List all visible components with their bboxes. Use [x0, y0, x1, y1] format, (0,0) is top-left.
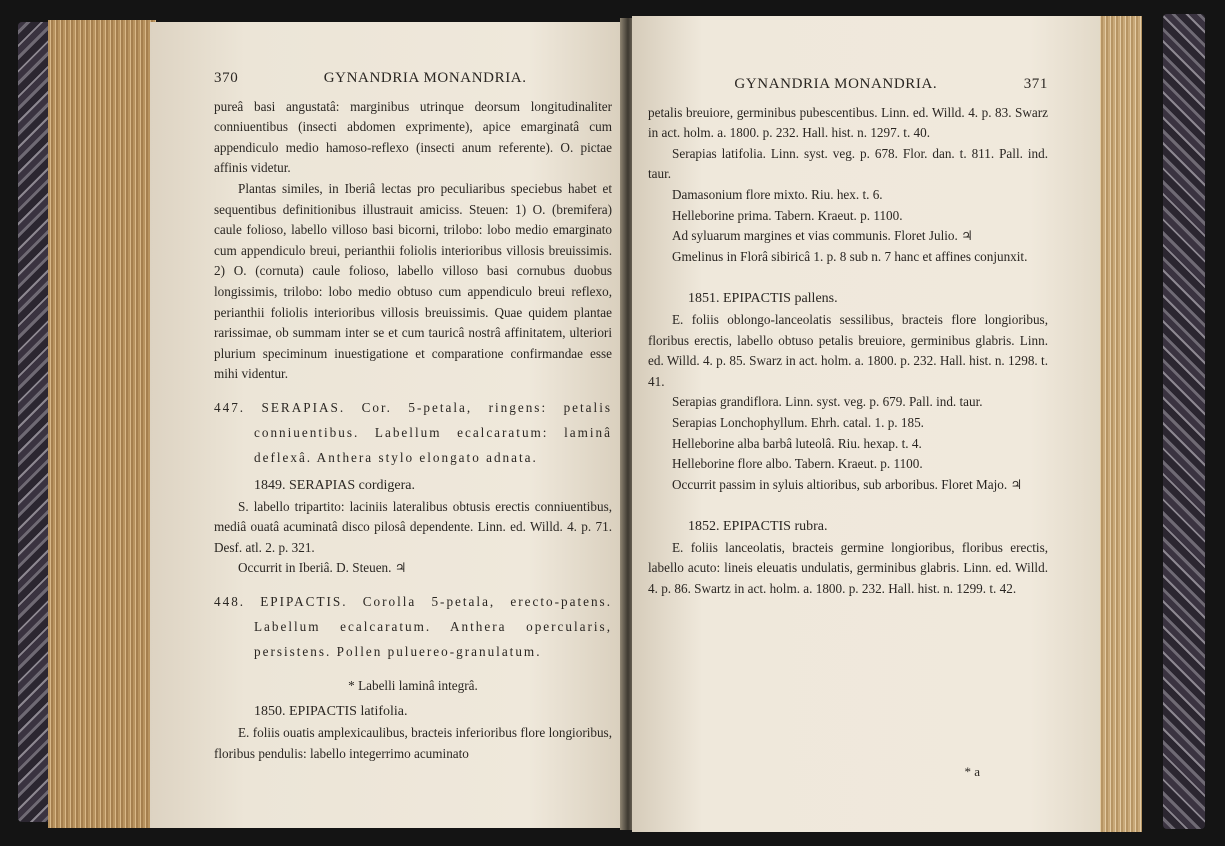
page-edges-right: [1098, 16, 1142, 832]
occurrence-1: Ad syluarum margines et vias communis. Floret Julio. ♃: [672, 228, 973, 244]
synonym-6: Helleborine alba barbâ luteolâ. Riu. hexap. t. 4.: [672, 435, 922, 451]
genus-447-serapias: 447. SERAPIAS. Cor. 5-petala, ringens: petalis conniuentibus. Labellum ecalcaratum: laminâ deflexâ. Anthera stylo elongato adnata.: [214, 399, 612, 465]
species-1850-description: E. foliis ouatis amplexicaulibus, bracteis inferioribus flore longioribus, floribus pendulis: labello integerrimo acuminato: [214, 725, 612, 761]
right-running-head: [648, 74, 1048, 95]
right-paragraph-1: petalis breuiore, germinibus pubescentibus. Linn. ed. Willd. 4. p. 83. Swarz in act. holm. a. 1800. p. 232. Hall. hist. n. 1297. t. 40.: [648, 104, 1048, 141]
synonym-2: Damasonium flore mixto. Riu. hex. t. 6.: [672, 186, 883, 202]
right-page: [632, 16, 1100, 832]
left-running-title: GYNANDRIA MONANDRIA.: [323, 70, 527, 86]
left-running-head: [214, 68, 612, 89]
species-1852-description: E. foliis lanceolatis, bracteis germine longioribus, floribus erectis, labello acuto: lineis eleuatis undulatis, germinibus glabris. Linn. ed. Willd. 4. p. 86. Swartz in act. holm. a. 1800. p. 232. Hall. hist. n. 1299. t. 42.: [648, 539, 1048, 597]
occurrence-2: Gmelinus in Florâ sibiricâ 1. p. 8 sub n. 7 hanc et affines conjunxit.: [672, 248, 1028, 264]
species-1852-heading: 1852. EPIPACTIS rubra.: [688, 519, 828, 535]
page-edges-left: [48, 20, 156, 828]
synonym-3: Helleborine prima. Tabern. Kraeut. p. 1100.: [672, 207, 903, 223]
synonym-1: Serapias latifolia. Linn. syst. veg. p. 678. Flor. dan. t. 811. Pall. ind. taur.: [648, 145, 1048, 182]
species-1849-occurrence: Occurrit in Iberiâ. D. Steuen. ♃: [238, 560, 407, 576]
species-1850-heading: 1850. EPIPACTIS latifolia.: [254, 704, 408, 720]
species-1849-heading: 1849. SERAPIAS cordigera.: [254, 477, 415, 493]
right-running-title: GYNANDRIA MONANDRIA.: [734, 76, 938, 92]
genus-448-epipactis: 448. EPIPACTIS. Corolla 5-petala, erecto-patens. Labellum ecalcaratum. Anthera opercularis, persistens. Pollen puluereo-granulatum.: [214, 593, 612, 659]
signature-mark: * a: [964, 764, 980, 779]
synonym-5: Serapias Lonchophyllum. Ehrh. catal. 1. p. 185.: [672, 414, 924, 430]
left-paragraph-2: Plantas similes, in Iberiâ lectas pro peculiaribus speciebus habet et sequentibus definitionibus illustrauit amiciss. Steuen: 1) O. (bremifera) caule folioso, labello villoso basi bicorni, trilobo: lobo medio emarginato cum appendiculo breui, perianthii foliolis interioribus villosis breuissimis. 2) O. (cornuta) caule folioso, labello villoso basi cornubus duobus longissimis, trilobo: lobo medio obtuso cum appendiculo breui reflexo, perianthii foliolis interioribus villosis breuissimis. Quae quidem plantae rarissimae, ob summam inter se et cum tauricâ nostrâ affinitatem, ulteriori plurium speciminum inuestigatione et comparatione confirmandae esse mihi videntur.: [214, 180, 612, 382]
occurrence-3: Occurrit passim in syluis altioribus, sub arboribus. Floret Majo. ♃: [672, 476, 1023, 492]
synonym-7: Helleborine flore albo. Tabern. Kraeut. p. 1100.: [672, 456, 923, 472]
synonym-4: Serapias grandiflora. Linn. syst. veg. p. 679. Pall. ind. taur.: [672, 394, 983, 410]
species-1849-description: S. labello tripartito: laciniis lateralibus obtusis erectis conniuentibus, mediâ ouatâ acuminatâ disco pilosâ dependente. Linn. ed. Willd. 4. p. 71. Desf. atl. 2. p. 321.: [214, 498, 612, 555]
left-paragraph-1: pureâ basi angustatâ: marginibus utrinque deorsum longitudinaliter conniuentibus (insecti abdomen exprimente), apice emarginatâ cum appendiculo medio hamoso-reflexo (insecti anum referente). O. pictae affinis videtur.: [214, 98, 612, 176]
species-1851-heading: 1851. EPIPACTIS pallens.: [688, 291, 838, 307]
section-note: * Labelli laminâ integrâ.: [348, 677, 478, 693]
left-page-number: 370: [214, 70, 239, 86]
marbled-board-right: [1163, 14, 1205, 829]
species-1851-description: E. foliis oblongo-lanceolatis sessilibus, bracteis flore longioribus, floribus erectis, labello obtuso petalis breuiore, germinibus glabris. Linn. ed. Willd. 4. p. 85. Swarz in act. holm. a. 1800. p. 232. Hall. hist. n. 1298. t. 41.: [648, 311, 1048, 389]
right-page-number: 371: [1023, 76, 1048, 92]
left-page: [150, 22, 624, 828]
